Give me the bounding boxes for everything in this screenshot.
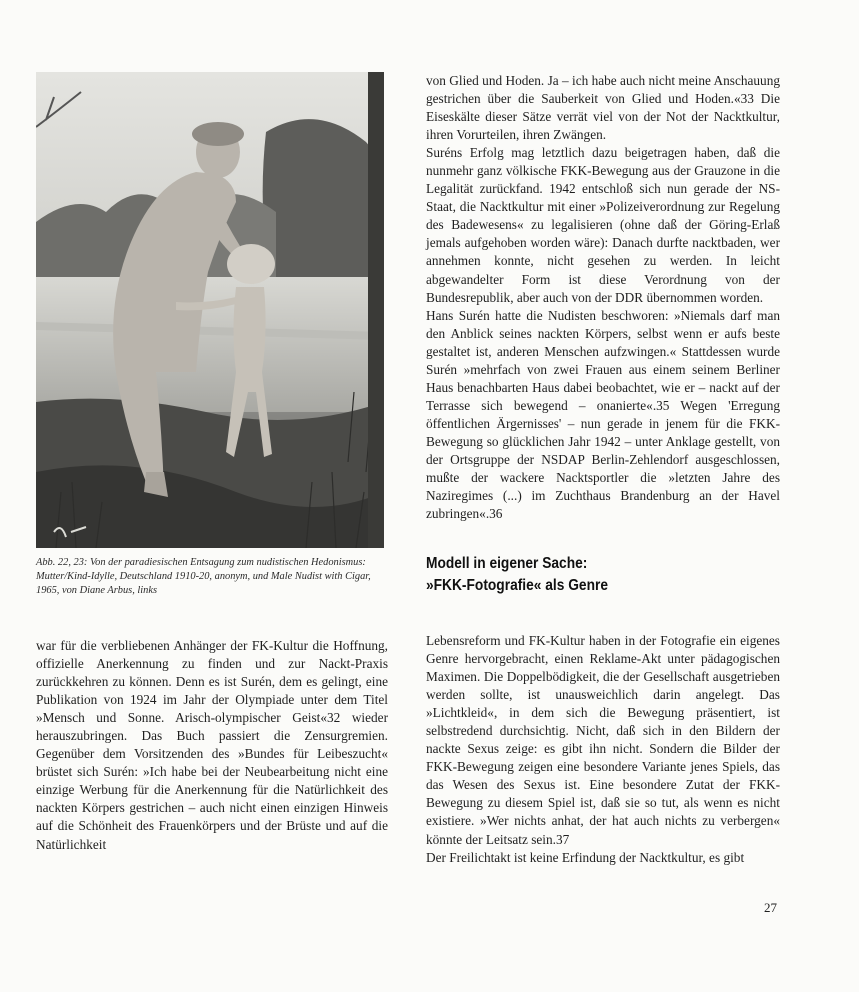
paragraph: Lebensreform und FK-Kultur haben in der Fotografie ein eigenes Genre hervorgebracht, einen Reklame-Akt unter pädagogischen Maximen. Die Doppelbödigkeit, die der Gesellschaft ausgetrieben werden sollte, ist unausweichlich darin angelegt. Das »Lichtkleid«, in dem sich die Bewegung präsentiert, ist selbstredend durchsichtig. Nicht, daß sich in den Bildern der nackte Sexus zeige: es gibt ihn nicht. Sondern die Bilder der FKK-Bewegung zeigen eine besondere Variante jenes Spiels, das das Wesen des Sexus ist. Eine besondere Zutat der FKK-Bewegung zu diesem Spiel ist, daß sie so tut, als wenn es nicht existiere. »Wer nichts anhat, der hat auch nichts zu verbergen« könnte der Leitsatz sein.37 bbox=[426, 633, 780, 847]
section-heading-line2: »FKK-Fotografie« als Genre bbox=[426, 577, 608, 594]
paragraph: Hans Surén hatte die Nudisten beschworen: »Niemals darf man den Anblick seines nackten Körpers, selbst wenn er aufs beste gestaltet ist, anderen Menschen aufzwingen.« Stattdessen wurde Surén »mehrfach von zwei Frauen aus einem seinem Berliner Haus benachbarten Haus dabei beobachtet, wie er – nackt auf der Terrasse sich bewegend – onanierte«.35 Wegen 'Erregung öffentlichen Ärgernisses' – nun gerade in jenem für die FKK-Bewegung so glücklichen Jahr 1942 – unter Anklage gestellt, von der Ortsgruppe der NSDAP Berlin-Zehlendorf ausgeschlossen, mußte der wackere Nacktsportler die »letzten Jahre des Naziregimes (...) im Zuchthaus Brandenburg an der Havel zubringen«.36 bbox=[426, 307, 780, 522]
paragraph: von Glied und Hoden. Ja – ich habe auch nicht meine Anschauung gestrichen über die Sauberkeit von Glied und Hoden.«33 Die Eiseskälte dieser Sätze verrät viel von der Not der Nacktkultur, ihren Vorurteilen, ihren Zwängen. bbox=[426, 73, 780, 143]
section-heading-line1: Modell in eigener Sache: bbox=[426, 555, 588, 572]
section-heading bbox=[426, 553, 730, 597]
paragraph: war für die verbliebenen Anhänger der FK-Kultur die Hoffnung, offizielle Anerkennung zu finden und zur Nackt-Praxis zurückkehren zu können. Denn es ist Surén, dem es gelingt, eine Publikation von 1924 im Jahr der Olympiade unter dem Titel »Mensch und Sonne. Arisch-olympischer Geist«32 wieder herauszubringen. Das Buch passiert die Zensurgremien. Gegenüber dem Vorsitzenden des »Bundes für Leibeszucht« brüstet sich Surén: »Ich habe bei der Neubearbeitung nicht eine einzige Werbung für die Anerkennung für die Natürlichkeit des nackten Körpers gestrichen – auch nicht einen einzigen Hinweis auf die Schönheit des Frauenkörpers und der Brüste und auf die Natürlichkeit bbox=[36, 638, 388, 852]
left-column-text bbox=[36, 637, 388, 854]
page-number: 27 bbox=[764, 900, 777, 915]
photo-mother-child-idyll bbox=[36, 72, 384, 548]
figure-caption: Abb. 22, 23: Von der paradiesischen Entsagung zum nudistischen Hedonismus: Mutter/Kind-Idylle, Deutschland 1910-20, anonym, und Male Nudist with Cigar, 1965, von Diane Arbus, links bbox=[36, 557, 371, 596]
paragraph: Der Freilichtakt ist keine Erfindung der Nacktkultur, es gibt bbox=[426, 849, 745, 865]
section-body-text bbox=[426, 632, 780, 867]
paragraph: Suréns Erfolg mag letztlich dazu beigetragen haben, daß die nunmehr ganz völkische FKK-Bewegung aus der Grauzone in die Legalität zurückfand. 1942 entschloß sich nun gerade der NS-Staat, die Nacktkultur mit einer »Polizeiverordnung zur Regelung des Badewesens« zu legalisieren (ohne daß der Göring-Erlaß jemals aufgehoben worden wäre): Danach durfte nacktbaden, wer annehmen konnte, nicht gesehen zu werden. In leicht abgewandelter Form ist diese Verordnung von der Bundesrepublik, aber auch von der DDR übernommen worden. bbox=[426, 145, 780, 305]
right-column-text bbox=[426, 72, 780, 523]
photo-image bbox=[36, 72, 384, 548]
